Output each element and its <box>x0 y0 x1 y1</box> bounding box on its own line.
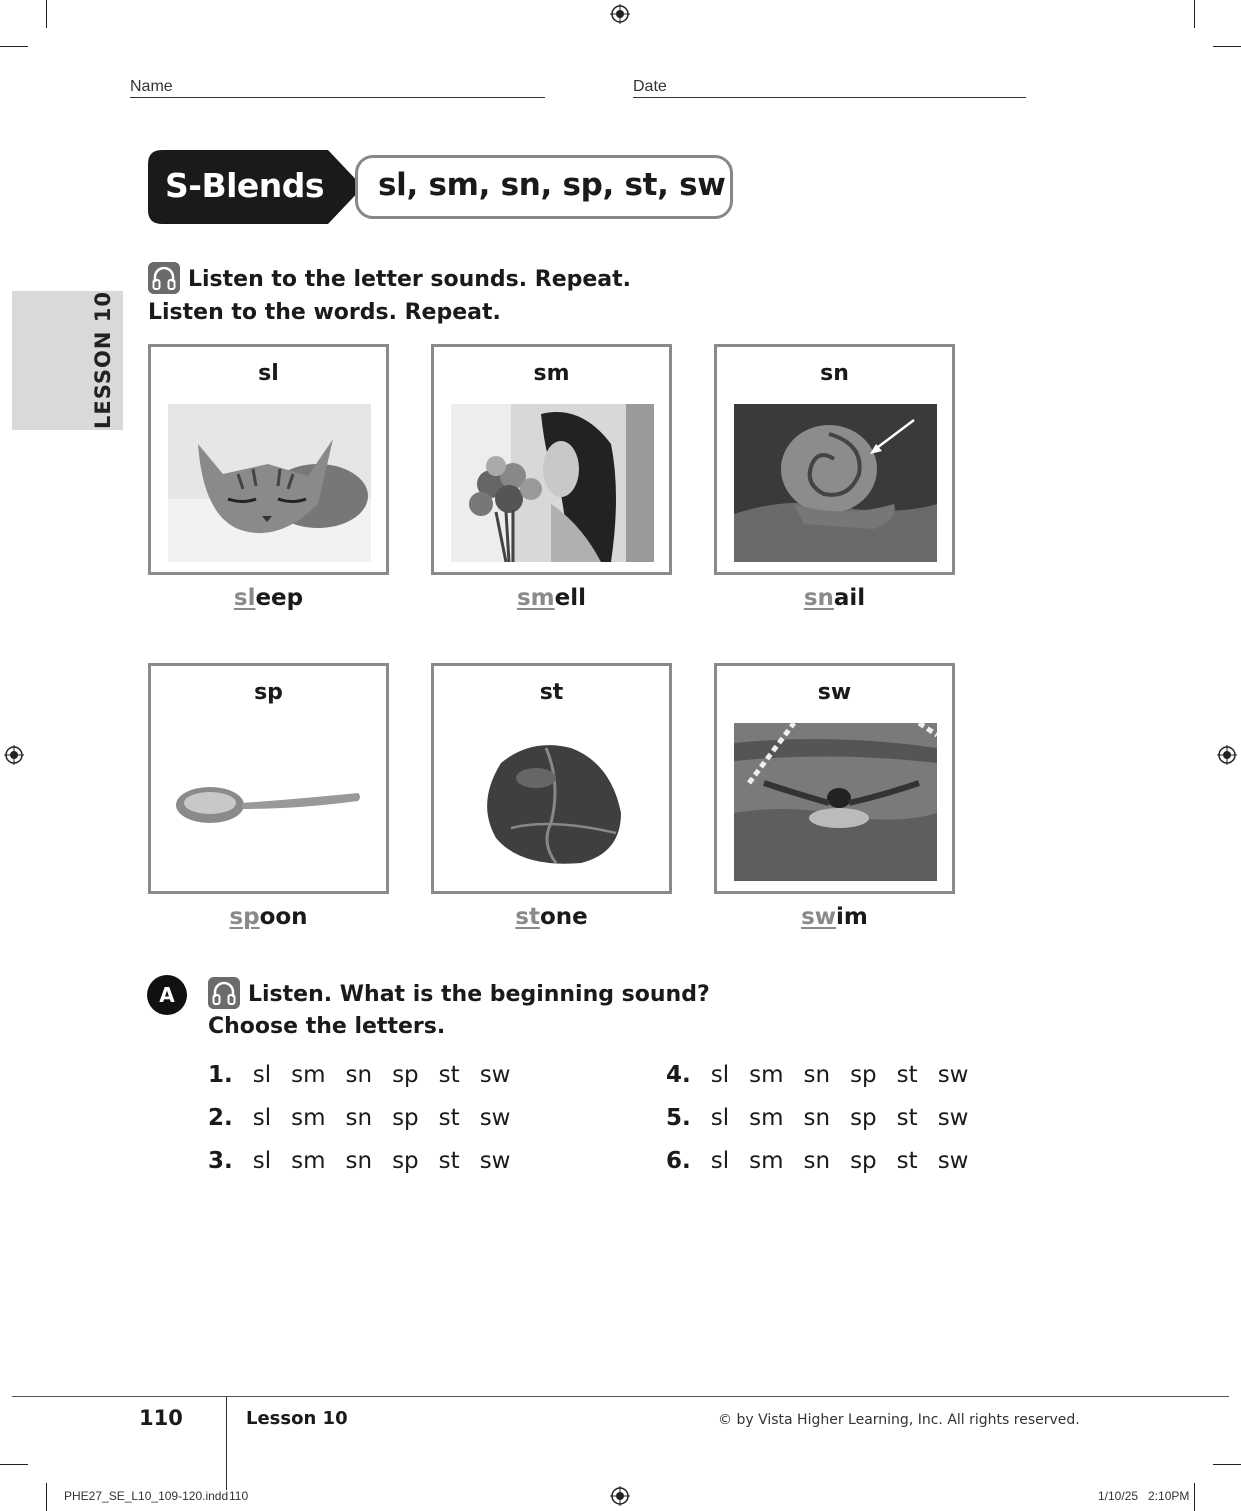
option-sm[interactable]: sm <box>291 1105 326 1131</box>
option-sp[interactable]: sp <box>850 1062 877 1088</box>
question-2 <box>208 1105 510 1131</box>
option-sw[interactable]: sw <box>937 1062 969 1088</box>
card-sl <box>148 344 389 575</box>
card-label: sn <box>820 361 849 386</box>
activity-instruction-1: Listen. What is the beginning sound? <box>248 982 710 1007</box>
lesson-side-tab-label: LESSON 10 <box>91 291 115 429</box>
registration-mark-icon <box>610 4 630 24</box>
word-stone <box>431 904 672 930</box>
word-rest: ail <box>833 585 866 611</box>
question-1 <box>208 1062 510 1088</box>
question-number: 4. <box>666 1062 691 1088</box>
activity-badge: A <box>147 975 187 1015</box>
crop-mark <box>1213 46 1241 47</box>
footer-vertical-divider <box>226 1396 227 1490</box>
word-sleep <box>148 585 389 611</box>
option-sp[interactable]: sp <box>850 1105 877 1131</box>
question-number: 6. <box>666 1148 691 1174</box>
option-sm[interactable]: sm <box>749 1062 784 1088</box>
title-blends: sl, sm, sn, sp, st, sw <box>378 167 726 203</box>
date-stamp: 1/10/25 2:10PM <box>1098 1489 1190 1503</box>
word-blend: sm <box>516 585 555 611</box>
option-sn[interactable]: sn <box>345 1062 373 1088</box>
name-field[interactable] <box>130 97 545 98</box>
crop-mark <box>1213 1464 1241 1465</box>
card-sw <box>714 663 955 894</box>
footer-lesson: Lesson 10 <box>246 1408 348 1429</box>
woman-smelling-flowers-image <box>451 404 654 562</box>
option-sn[interactable]: sn <box>803 1148 831 1174</box>
question-4 <box>666 1062 968 1088</box>
word-blend: sw <box>801 904 837 930</box>
option-st[interactable]: st <box>438 1148 460 1174</box>
footer-divider <box>12 1396 1229 1397</box>
word-blend: sn <box>803 585 834 611</box>
file-slug: PHE27_SE_L10_109-120.indd <box>64 1489 229 1503</box>
option-sm[interactable]: sm <box>291 1062 326 1088</box>
option-sw[interactable]: sw <box>479 1105 511 1131</box>
option-sl[interactable]: sl <box>710 1105 730 1131</box>
option-sw[interactable]: sw <box>479 1062 511 1088</box>
option-sl[interactable]: sl <box>252 1105 272 1131</box>
card-label: sw <box>817 680 852 705</box>
word-rest: oon <box>259 904 308 930</box>
file-slug-page: 110 <box>229 1489 249 1503</box>
question-5 <box>666 1105 968 1131</box>
option-sp[interactable]: sp <box>850 1148 877 1174</box>
name-label: Name <box>130 78 173 95</box>
crop-mark <box>46 1483 47 1511</box>
sleeping-kitten-image <box>168 404 371 562</box>
stone-image <box>451 723 654 881</box>
registration-mark-icon <box>1217 745 1237 765</box>
card-sm <box>431 344 672 575</box>
option-sn[interactable]: sn <box>345 1148 373 1174</box>
card-label: sl <box>258 361 279 386</box>
option-sm[interactable]: sm <box>291 1148 326 1174</box>
option-st[interactable]: st <box>438 1105 460 1131</box>
registration-mark-icon <box>610 1486 630 1506</box>
word-swim <box>714 904 955 930</box>
snail-image <box>734 404 937 562</box>
option-sn[interactable]: sn <box>345 1105 373 1131</box>
option-sw[interactable]: sw <box>937 1105 969 1131</box>
option-sl[interactable]: sl <box>710 1062 730 1088</box>
activity-instruction-2: Choose the letters. <box>208 1014 446 1039</box>
card-sn <box>714 344 955 575</box>
option-sn[interactable]: sn <box>803 1062 831 1088</box>
word-blend: st <box>515 904 540 930</box>
card-label: st <box>539 680 564 705</box>
option-sw[interactable]: sw <box>937 1148 969 1174</box>
date-field[interactable] <box>633 97 1026 98</box>
option-sm[interactable]: sm <box>749 1105 784 1131</box>
page-title: S-Blends <box>165 166 325 205</box>
word-blend: sl <box>233 585 256 611</box>
option-st[interactable]: st <box>896 1062 918 1088</box>
spoon-image <box>168 723 371 881</box>
crop-mark <box>1194 1483 1195 1511</box>
swimmer-image <box>734 723 937 881</box>
question-6 <box>666 1148 968 1174</box>
option-sp[interactable]: sp <box>392 1148 419 1174</box>
option-sw[interactable]: sw <box>479 1148 511 1174</box>
option-st[interactable]: st <box>438 1062 460 1088</box>
crop-mark <box>0 46 28 47</box>
headphones-icon[interactable] <box>148 262 180 294</box>
word-rest: im <box>836 904 868 930</box>
question-3 <box>208 1148 510 1174</box>
question-number: 5. <box>666 1105 691 1131</box>
option-sl[interactable]: sl <box>252 1062 272 1088</box>
page-number: 110 <box>139 1406 183 1430</box>
option-sl[interactable]: sl <box>252 1148 272 1174</box>
question-number: 2. <box>208 1105 233 1131</box>
option-sn[interactable]: sn <box>803 1105 831 1131</box>
word-smell <box>431 585 672 611</box>
word-rest: ell <box>554 585 587 611</box>
copyright: © by Vista Higher Learning, Inc. All rights reserved. <box>718 1412 1080 1428</box>
word-blend: sp <box>229 904 260 930</box>
option-sp[interactable]: sp <box>392 1062 419 1088</box>
word-spoon <box>148 904 389 930</box>
card-label: sp <box>254 680 283 705</box>
card-label: sm <box>533 361 570 386</box>
question-number: 3. <box>208 1148 233 1174</box>
word-rest: one <box>539 904 588 930</box>
option-sl[interactable]: sl <box>710 1148 730 1174</box>
option-st[interactable]: st <box>896 1148 918 1174</box>
option-sm[interactable]: sm <box>749 1148 784 1174</box>
option-st[interactable]: st <box>896 1105 918 1131</box>
crop-mark <box>1194 0 1195 28</box>
instruction-line-1: Listen to the letter sounds. Repeat. <box>188 267 632 292</box>
headphones-icon[interactable] <box>208 977 240 1009</box>
date-label: Date <box>633 78 667 95</box>
question-number: 1. <box>208 1062 233 1088</box>
card-sp <box>148 663 389 894</box>
option-sp[interactable]: sp <box>392 1105 419 1131</box>
word-rest: eep <box>255 585 304 611</box>
word-snail <box>714 585 955 611</box>
instruction-line-2: Listen to the words. Repeat. <box>148 300 501 325</box>
registration-mark-icon <box>4 745 24 765</box>
crop-mark <box>46 0 47 28</box>
card-st <box>431 663 672 894</box>
crop-mark <box>0 1464 28 1465</box>
